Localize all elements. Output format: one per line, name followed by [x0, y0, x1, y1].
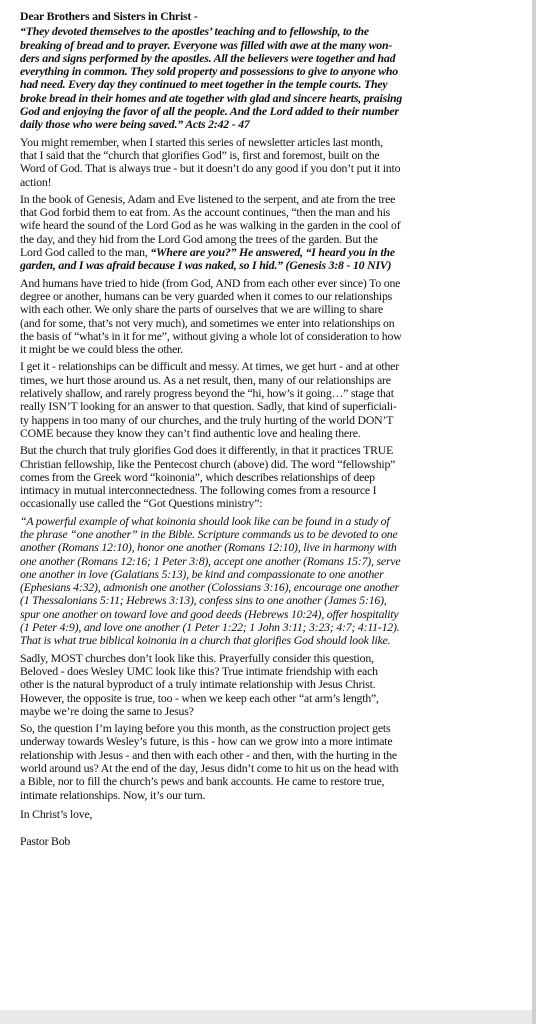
- paragraph-1: You might remember, when I started this series of newsletter articles last month, that I said that the “church that glorifies God” is, first and foremost, built on the Word of God. That is always true - but it doesn’t do any good if you don’t put it into action!: [20, 134, 401, 189]
- paragraph-2: [20, 193, 532, 273]
- letter-body: [20, 10, 532, 853]
- genesis-quote: “Where are you?” He answered, “I heard you in the garden, and I was afraid because I was naked, so I hid.” (Genesis 3:8 - 10 NIV): [20, 245, 395, 273]
- signature: Pastor Bob: [20, 834, 71, 849]
- paragraph-7: So, the question I’m laying before you this month, as the construction project gets underway towards Wesley’s future, is this - how can we grow into a more intimate relationship with Jesus - and then with each other - and then, with the hurting in the world around us? At the end of the day, Jesus didn’t come to hit us on the head with a Bible, nor to fill the church’s pews and bank accounts. He came to restore true, intimate relationships. Now, it’s our turn.: [20, 721, 399, 802]
- page-edge: [532, 0, 536, 1024]
- paragraph-3: And humans have tried to hide (from God, AND from each other ever since) To one degree or another, humans can be very guarded when it comes to our relationships with each other. We only share the parts of ourselves that we are willing to share (and for some, that’s not very much), and sometimes we enter into relationships on the basis of “what’s in it for me”, without giving a whole lot of consideration to how it might be we could bless the other.: [20, 275, 402, 357]
- greeting: Dear Brothers and Sisters in Christ -: [20, 9, 198, 23]
- paragraph-5: But the church that truly glorifies God does it differently, in that it practices TRUE Christian fellowship, like the Pentecost church (above) did. The word “fellowship” comes from the Greek word “koinonia”, which describes relationships of deep intimacy in mutual interconnectedness. The following comes from a resource I occasionally use called the “Got Questions ministry”:: [20, 443, 396, 511]
- koinonia-quote: “A powerful example of what koinonia should look like can be found in a study of the phrase “one another” in the Bible. Scripture commands us to be devoted to one another (Romans 12:10), honor one another (Romans 12:10), live in harmony with one another (Romans 12:16; 1 Peter 3:8), accept one another (Romans 15:7), serve one another in love (Galatians 5:13), be kind and compassionate to one another (Ephesians 4:32), admonish one another (Colossians 3:16), encourage one another (1 Thessalonians 5:11; Hebrews 3:13), confess sins to one another (James 5:16), spur one another on toward love and good deeds (Hebrews 10:24), offer hospitality (1 Peter 4:9), and love one another (1 Peter 1:22; 1 John 3:11; 3:23; 4:7; 4:11-12). That is what true biblical koinonia in a church that glorifies God should look like.: [20, 513, 401, 648]
- paragraph-2-text: In the book of Genesis, Adam and Eve listened to the serpent, and ate from the tree that God forbid them to eat from. As the account continues, “then the man and his wife heard the sound of the Lord God as he was walking in the garden in the cool of the day, and they hid from the Lord God among the trees of the garden. But the Lord God called to the man,: [20, 191, 401, 260]
- paragraph-4: I get it - relationships can be difficult and messy. At times, we get hurt - and at other times, we hurt those around us. As a net result, then, many of our relationships are relatively shallow, and rarely progress beyond the “hi, how’s it going…” stage that really ISN’T looking for an answer to that question. Sadly, that kind of superficiali- ty happens in too many of our churches, and the truly hurting of the world DON’T COME because they know they can’t find authentic love and healing there.: [20, 359, 399, 440]
- closing: In Christ’s love,: [20, 806, 93, 821]
- paragraph-6: Sadly, MOST churches don’t look like this. Prayerfully consider this question, Beloved - does Wesley UMC look like this? True intimate friendship with each other is the natural byproduct of a truly intimate relationship with Jesus Christ. However, the opposite is true, too - when we keep each other “at arm’s length”, maybe we’re doing the same to Jesus?: [20, 650, 379, 718]
- opening-scripture-quote: “They devoted themselves to the apostles’ teaching and to fellowship, to the breaking of bread and to prayer. Everyone was filled with awe at the many won- ders and signs performed by the apostles. All the believers were together and had everything in common. They sold property and possessions to give to anyone who had need. Every day they continued to meet together in the temple courts. They broke bread in their homes and ate together with glad and sincere hearts, praising God and enjoying the favor of all the people. And the Lord added to their number daily those who were being saved.” Acts 2:42 - 47: [20, 24, 403, 132]
- page-footer-strip: [0, 1010, 532, 1024]
